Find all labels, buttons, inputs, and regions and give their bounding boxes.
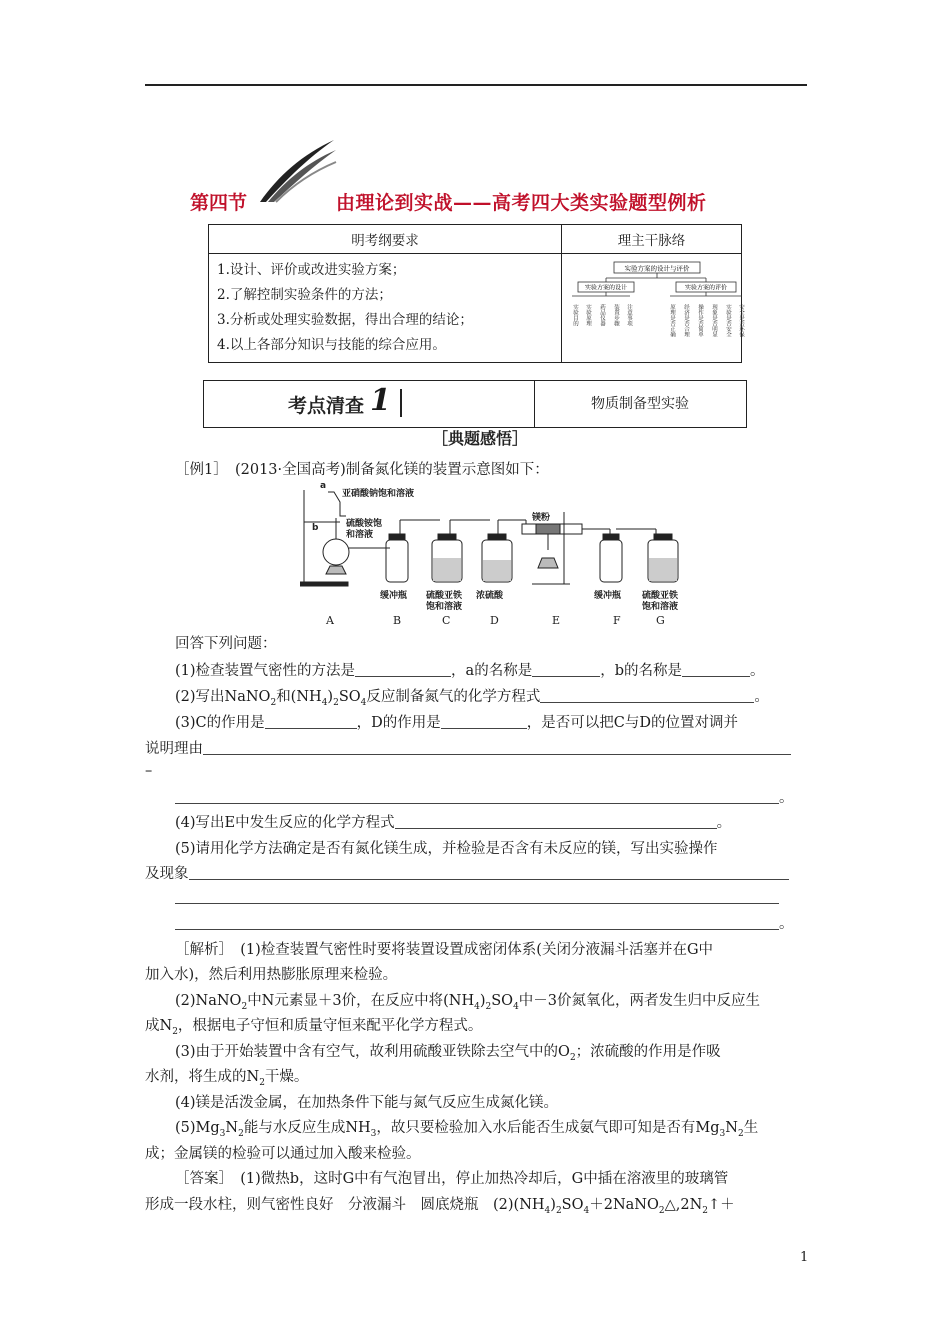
label-bottom: 硫酸亚铁 <box>642 591 679 601</box>
section-number: 第四节 <box>190 192 248 214</box>
answer-2: 形成一段水柱，则气密性良好 分液漏斗 圆底烧瓶 $(2)(NH_4)_2SO_4+2NaNO_2\triangle,2N_2↑+$ <box>145 1197 735 1216</box>
apparatus-letter: B <box>393 614 402 627</box>
question-3-blank: 。 <box>175 786 837 807</box>
analysis-1: ［解析］ (1)检查装置气密性时要将装置设置成密闭体系(关闭分液漏斗活塞并在G中 <box>175 942 714 958</box>
analysis-2: (2)NaNO$_2$中N元素显＋3价，在反应中将$(NH_4)_2SO_4$中－3价氮氧化，两者发生归中反应生 <box>175 993 761 1012</box>
header-rule <box>145 84 807 86</box>
swoosh-decoration-icon <box>258 136 338 206</box>
label-bottom: 硫酸亚铁 <box>426 591 463 601</box>
label-bottom: 浓硫酸 <box>476 591 504 601</box>
table-header-requirements: 明考纲要求 <box>209 225 562 254</box>
ask-line: 回答下列问题： <box>175 636 277 652</box>
analysis-2b: 成$N_2$，根据电子守恒和质量守恒来配平化学方程式。 <box>145 1018 483 1037</box>
question-5-b: 及现象 <box>145 862 807 883</box>
example-head: ［例1］ (2013·全国高考)制备氮化镁的装置示意图如下： <box>175 462 549 478</box>
analysis-1b: 加入水)，然后利用热膨胀原理来检验。 <box>145 967 398 983</box>
mindmap-leaf: 注意事项 <box>626 304 632 326</box>
mindmap-leaf: 原理是否正确 <box>669 304 675 337</box>
question-1: (1)检查装置气密性的方法是 ，a的名称是 ，b的名称是 。 <box>175 663 765 679</box>
mindmap-leaf: 实验原理 <box>585 304 591 326</box>
dianti-heading: ［典题感悟］ <box>432 429 529 448</box>
apparatus-letter: E <box>552 614 561 627</box>
question-3-dash: – <box>145 763 153 779</box>
label-bottom: 饱和溶液 <box>426 602 463 612</box>
requirements-list <box>209 254 562 363</box>
question-2: (2)写出NaNO$_2$和$(NH_4)_2SO_4$反应制备氮气的化学方程式 。 <box>175 689 769 708</box>
label-nh4so4: 硫酸铵饱 <box>346 519 383 529</box>
mindmap-leaf: 药品仪器 <box>599 304 605 326</box>
label-bottom: 饱和溶液 <box>642 602 679 612</box>
mindmap-right: 实验方案的评价 <box>684 284 728 292</box>
kaodian-topic: 物质制备型实验 <box>591 396 689 412</box>
mindmap-leaf: 经济是否合理 <box>683 304 689 337</box>
label-bottom: 缓冲瓶 <box>594 591 622 601</box>
section-title: 由理论到实战——高考四大类实验题型例析 <box>336 192 707 214</box>
question-5: (5)请用化学方法确定是否有氮化镁生成，并检验是否含有未反应的镁，写出实验操作 <box>175 841 718 857</box>
apparatus-letter: C <box>442 614 451 627</box>
mindmap-leaf: 安全是否环保 <box>738 304 744 337</box>
answer-1: ［答案］ (1)微热b，这时G中有气泡冒出，停止加热冷却后，G中插在溶液里的玻璃管 <box>175 1171 729 1187</box>
apparatus-letter: F <box>613 614 621 627</box>
question-5-blank-end: 。 <box>175 912 837 933</box>
label-nano2: 亚硝酸钠饱和溶液 <box>342 489 415 499</box>
mindmap-leaf: 实验是否安全 <box>725 304 731 337</box>
label-a: a <box>320 481 327 491</box>
label-mg: 镁粉 <box>532 513 551 523</box>
label-bottom: 缓冲瓶 <box>380 591 408 601</box>
mindmap-leaf: 实验目的 <box>572 304 578 326</box>
question-4: (4)写出E中发生反应的化学方程式 。 <box>175 815 732 831</box>
kaodian-label: 考点清查 <box>288 395 365 417</box>
apparatus-diagram <box>300 478 700 628</box>
mindmap-diagram <box>566 256 746 354</box>
apparatus-letter: G <box>656 614 665 627</box>
question-3-reason: 说明理由 <box>145 737 807 758</box>
analysis-4: (4)镁是活泼金属，在加热条件下能与氮气反应生成氮化镁。 <box>175 1095 559 1111</box>
label-nh4so4-b: 和溶液 <box>346 530 374 540</box>
mindmap-cell <box>562 254 742 363</box>
label-b: b <box>312 523 319 533</box>
requirement-item: 3.分析或处理实验数据，得出合理的结论； <box>217 312 473 328</box>
question-3: (3)C的作用是 ，D的作用是 ，是否可以把C与D的位置对调并 <box>175 715 739 731</box>
requirement-item: 2.了解控制实验条件的方法； <box>217 287 392 303</box>
analysis-5b: 成；金属镁的检验可以通过加入酸来检验。 <box>145 1146 421 1162</box>
kaodian-number: 1 <box>370 383 391 418</box>
requirement-item: 4.以上各部分知识与技能的综合应用。 <box>217 337 446 353</box>
analysis-3: (3)由于开始装置中含有空气，故利用硫酸亚铁除去空气中的$O_2$；浓硫酸的作用是作吸 <box>175 1044 721 1063</box>
apparatus-letter: A <box>326 614 334 627</box>
table-header-outline: 理主干脉络 <box>562 225 742 254</box>
question-5-blank <box>175 888 837 906</box>
analysis-3b: 水剂，将生成的$N_2$干燥。 <box>145 1069 309 1088</box>
apparatus-letter: D <box>490 614 499 627</box>
mindmap-leaf: 操作是否简单 <box>697 304 703 337</box>
mindmap-leaf: 装置步骤 <box>613 304 619 326</box>
mindmap-leaf: 现象是否明显 <box>711 304 717 337</box>
page-number: 1 <box>800 1250 809 1265</box>
analysis-5: $(5)Mg_3N_2$能与水反应生成$NH_3$，故只要检验加入水后能否生成氨气即可知是否有$Mg_3N_2$生 <box>175 1120 759 1139</box>
requirement-item: 1.设计、评价或改进实验方案； <box>217 262 406 278</box>
mindmap-root: 实验方案的设计与评价 <box>624 264 690 273</box>
requirements-table <box>208 224 742 363</box>
kaodian-banner <box>203 380 747 428</box>
mindmap-left: 实验方案的设计 <box>584 284 628 292</box>
